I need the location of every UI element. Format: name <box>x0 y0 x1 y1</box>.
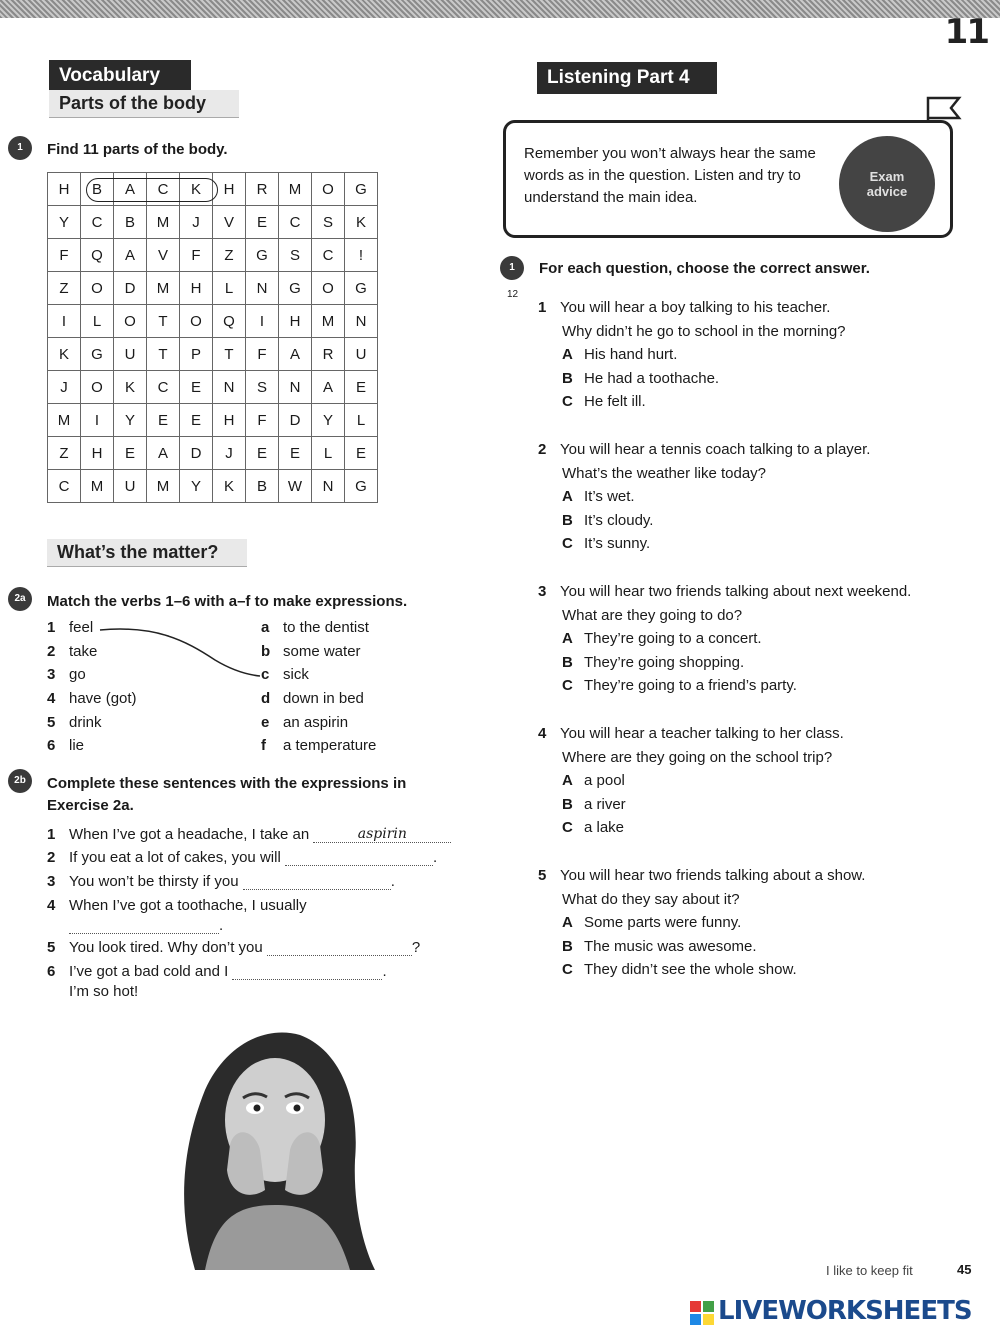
sentence-2 <box>47 849 437 866</box>
grid-cell[interactable]: L <box>213 272 246 305</box>
grid-cell[interactable]: H <box>180 272 213 305</box>
grid-cell[interactable]: E <box>180 371 213 404</box>
grid-cell[interactable]: D <box>114 272 147 305</box>
answer-option[interactable] <box>538 816 844 840</box>
option-letter: C <box>562 393 573 410</box>
sentence-1-number: 1 <box>47 826 56 843</box>
ending-letter: d <box>261 690 271 708</box>
grid-cell[interactable]: I <box>246 305 279 338</box>
page-number: 45 <box>957 1262 972 1277</box>
sentence-3-text: You won’t be thirsty if you <box>69 873 239 890</box>
ending-text: to the dentist <box>283 619 369 636</box>
answer-option[interactable] <box>538 343 846 367</box>
ending-letter: c <box>261 666 270 684</box>
grid-cell[interactable]: C <box>312 239 345 272</box>
grid-cell[interactable]: Q <box>213 305 246 338</box>
ending-letter: a <box>261 619 270 636</box>
grid-row <box>48 470 378 503</box>
ending-text: some water <box>283 642 361 660</box>
sentence-6-line2: I’m so hot! <box>69 983 139 1000</box>
grid-cell[interactable]: T <box>213 338 246 371</box>
grid-cell[interactable]: O <box>312 272 345 305</box>
option-text: The music was awesome. <box>584 937 757 955</box>
sentence-3-answer[interactable] <box>243 889 391 890</box>
grid-cell[interactable]: K <box>180 173 213 206</box>
grid-row <box>48 206 378 239</box>
option-letter: A <box>562 772 573 789</box>
grid-cell[interactable]: Z <box>213 239 246 272</box>
grid-cell[interactable]: M <box>147 206 180 239</box>
ending-item[interactable] <box>261 619 376 643</box>
grid-cell[interactable]: Q <box>81 239 114 272</box>
sentence-3-end: . <box>390 873 395 890</box>
option-letter: B <box>562 369 573 387</box>
exercise-2b-instruction-line1: Complete these sentences with the expressions in <box>47 775 407 792</box>
option-letter: C <box>562 961 573 978</box>
grid-cell[interactable]: O <box>312 173 345 206</box>
grid-cell[interactable]: U <box>345 338 378 371</box>
exercise-1-instruction: Find 11 parts of the body. <box>47 141 228 158</box>
sentence-6-number: 6 <box>47 963 56 980</box>
grid-cell[interactable]: M <box>147 272 180 305</box>
grid-cell[interactable]: T <box>147 305 180 338</box>
sentence-3 <box>47 873 395 890</box>
option-text: It’s wet. <box>584 488 635 505</box>
sentence-2-end: . <box>432 849 438 866</box>
grid-cell[interactable]: N <box>279 371 312 404</box>
grid-cell[interactable]: V <box>213 206 246 239</box>
sentence-5-end: ? <box>411 939 421 956</box>
option-letter: A <box>562 630 573 647</box>
grid-cell[interactable]: H <box>213 173 246 206</box>
grid-cell[interactable]: O <box>81 272 114 305</box>
sentence-1-answer-text: aspirin <box>357 826 407 842</box>
option-text: They’re going to a friend’s party. <box>584 677 797 694</box>
answer-option[interactable] <box>538 367 846 391</box>
grid-cell[interactable]: S <box>246 371 279 404</box>
verb-number: 6 <box>47 737 56 755</box>
sentence-5 <box>47 939 420 956</box>
ending-text: an aspirin <box>283 713 349 731</box>
sentence-4-number: 4 <box>47 897 56 914</box>
grid-row <box>48 272 378 305</box>
option-letter: A <box>562 914 573 931</box>
grid-cell[interactable]: U <box>114 470 147 503</box>
word-circle-back <box>86 178 218 202</box>
verb-text: take <box>69 642 98 660</box>
grid-cell[interactable]: A <box>312 371 345 404</box>
answer-option[interactable] <box>538 674 911 698</box>
whats-the-matter-banner: What’s the matter? <box>47 539 247 567</box>
question-text: What do they say about it? <box>562 890 740 908</box>
verb-number: 2 <box>47 642 56 660</box>
word-search-grid <box>47 172 378 503</box>
grid-cell[interactable]: F <box>246 404 279 437</box>
sentence-5-text: You look tired. Why don’t you <box>69 939 263 956</box>
grid-cell[interactable]: O <box>180 305 213 338</box>
option-letter: C <box>562 819 573 836</box>
grid-cell[interactable]: Y <box>312 404 345 437</box>
sentence-2-number: 2 <box>47 849 56 866</box>
grid-cell[interactable]: C <box>147 173 180 206</box>
grid-cell[interactable]: K <box>345 206 378 239</box>
grid-cell[interactable]: H <box>81 437 114 470</box>
verb-number: 5 <box>47 713 56 731</box>
grid-cell[interactable]: A <box>114 173 147 206</box>
grid-row <box>48 437 378 470</box>
ending-text: sick <box>283 666 309 684</box>
option-letter: B <box>562 511 573 529</box>
ending-item[interactable] <box>261 666 376 690</box>
grid-cell[interactable]: E <box>345 437 378 470</box>
grid-cell[interactable]: U <box>114 338 147 371</box>
option-text: He had a toothache. <box>584 369 720 387</box>
grid-cell[interactable]: C <box>147 371 180 404</box>
grid-cell[interactable]: M <box>312 305 345 338</box>
option-text: It’s cloudy. <box>584 511 654 529</box>
grid-row <box>48 305 378 338</box>
grid-cell[interactable]: N <box>312 470 345 503</box>
grid-cell[interactable]: F <box>180 239 213 272</box>
grid-row <box>48 371 378 404</box>
grid-cell[interactable]: K <box>213 470 246 503</box>
answer-option[interactable] <box>538 651 911 675</box>
exam-advice-box <box>503 120 953 238</box>
option-text: a river <box>584 795 626 813</box>
woman-photo <box>135 1020 385 1270</box>
ending-letter: e <box>261 713 270 731</box>
listening-banner: Listening Part 4 <box>537 62 717 94</box>
unit-number: 11 <box>944 12 988 52</box>
grid-cell[interactable]: E <box>345 371 378 404</box>
grid-cell[interactable]: M <box>279 173 312 206</box>
ending-letter: f <box>261 737 266 755</box>
option-text: a lake <box>584 819 625 836</box>
ending-letter: b <box>261 642 271 660</box>
ending-text: a temperature <box>283 737 377 755</box>
grid-cell[interactable]: G <box>81 338 114 371</box>
question-intro: You will hear two friends talking about a show. <box>560 867 866 884</box>
sentence-6-text: I’ve got a bad cold and I <box>69 963 229 980</box>
grid-cell[interactable]: D <box>279 404 312 437</box>
answer-option[interactable] <box>538 627 911 651</box>
grid-cell[interactable]: H <box>213 404 246 437</box>
sentence-4-end: . <box>219 917 224 934</box>
question-4 <box>538 722 844 840</box>
exercise-2b-instruction-line2: Exercise 2a. <box>47 797 134 814</box>
grid-cell[interactable]: F <box>246 338 279 371</box>
grid-cell[interactable]: M <box>81 470 114 503</box>
sentence-5-answer[interactable] <box>267 955 412 956</box>
grid-cell[interactable]: B <box>114 206 147 239</box>
grid-cell[interactable]: G <box>345 272 378 305</box>
verb-text: drink <box>69 713 102 731</box>
question-2 <box>538 438 870 556</box>
option-letter: B <box>562 937 573 955</box>
grid-cell[interactable]: M <box>48 404 81 437</box>
grid-cell[interactable]: A <box>114 239 147 272</box>
answer-option[interactable] <box>538 935 865 959</box>
exercise-1-badge: 1 <box>8 136 32 160</box>
question-text: Where are they going on the school trip? <box>562 748 833 766</box>
sentence-1 <box>47 825 451 843</box>
grid-cell[interactable]: E <box>279 437 312 470</box>
grid-cell[interactable]: S <box>279 239 312 272</box>
grid-cell[interactable]: G <box>345 173 378 206</box>
verb-text: lie <box>69 737 85 755</box>
sentence-6-end: . <box>382 963 387 980</box>
option-letter: A <box>562 488 573 505</box>
verb-number: 4 <box>47 690 56 708</box>
grid-cell[interactable]: H <box>48 173 81 206</box>
grid-cell[interactable]: C <box>279 206 312 239</box>
grid-cell[interactable]: L <box>312 437 345 470</box>
answer-option[interactable] <box>538 485 870 509</box>
grid-cell[interactable]: J <box>213 437 246 470</box>
question-intro: You will hear a tennis coach talking to a player. <box>560 441 871 458</box>
top-border <box>0 0 1000 18</box>
grid-cell[interactable]: B <box>246 470 279 503</box>
track-number: 12 <box>507 289 519 300</box>
listening-instruction: For each question, choose the correct answer. <box>539 260 870 277</box>
grid-cell[interactable]: D <box>180 437 213 470</box>
grid-cell[interactable]: L <box>81 305 114 338</box>
endings-list <box>261 619 376 761</box>
question-intro: You will hear two friends talking about next weekend. <box>560 583 912 600</box>
question-text: What are they going to do? <box>562 606 743 624</box>
ending-item[interactable] <box>261 690 376 714</box>
answer-option[interactable] <box>538 793 844 817</box>
grid-cell[interactable]: J <box>180 206 213 239</box>
sentence-3-number: 3 <box>47 873 56 890</box>
grid-cell[interactable]: ! <box>345 239 378 272</box>
sentence-4-answer[interactable] <box>69 933 219 934</box>
sentence-5-number: 5 <box>47 939 56 956</box>
grid-cell[interactable]: E <box>114 437 147 470</box>
exam-advice-badge <box>839 136 935 232</box>
question-text: Why didn’t he go to school in the morning? <box>562 322 846 340</box>
grid-cell[interactable]: E <box>246 206 279 239</box>
verb-item[interactable] <box>47 714 137 738</box>
verb-item[interactable] <box>47 737 137 761</box>
ending-item[interactable] <box>261 737 376 761</box>
grid-cell[interactable]: A <box>279 338 312 371</box>
liveworksheets-logo-icon <box>690 1301 714 1325</box>
option-letter: B <box>562 795 573 813</box>
grid-cell[interactable]: G <box>246 239 279 272</box>
liveworksheets-brand: LIVEWORKSHEETS <box>718 1296 972 1326</box>
grid-cell[interactable]: N <box>345 305 378 338</box>
verb-item[interactable] <box>47 690 137 714</box>
grid-cell[interactable]: W <box>279 470 312 503</box>
question-5 <box>538 864 865 982</box>
grid-cell[interactable]: Z <box>48 272 81 305</box>
option-text: He felt ill. <box>584 393 646 410</box>
option-text: They didn’t see the whole show. <box>584 961 797 978</box>
vocabulary-banner: Vocabulary <box>49 60 191 92</box>
option-letter: C <box>562 535 573 552</box>
sentence-4 <box>47 897 307 914</box>
option-text: They’re going shopping. <box>584 653 745 671</box>
ending-item[interactable] <box>261 643 376 667</box>
option-text: They’re going to a concert. <box>584 630 762 647</box>
grid-cell[interactable]: N <box>246 272 279 305</box>
grid-cell[interactable]: T <box>147 338 180 371</box>
option-letter: B <box>562 653 573 671</box>
question-number: 5 <box>538 867 547 884</box>
grid-cell[interactable]: L <box>345 404 378 437</box>
grid-cell[interactable]: E <box>180 404 213 437</box>
option-text: Some parts were funny. <box>584 914 742 931</box>
grid-cell[interactable]: B <box>81 173 114 206</box>
grid-cell[interactable]: O <box>81 371 114 404</box>
grid-cell[interactable]: S <box>312 206 345 239</box>
option-text: His hand hurt. <box>584 346 678 363</box>
sentence-4-text: When I’ve got a toothache, I usually <box>69 897 307 914</box>
grid-cell[interactable]: I <box>81 404 114 437</box>
grid-cell[interactable]: A <box>147 437 180 470</box>
grid-cell[interactable]: H <box>279 305 312 338</box>
question-number: 3 <box>538 583 547 600</box>
verb-number: 3 <box>47 666 56 684</box>
grid-cell[interactable]: J <box>48 371 81 404</box>
match-line <box>95 620 265 680</box>
answer-option[interactable] <box>538 958 865 982</box>
grid-cell[interactable]: E <box>147 404 180 437</box>
exercise-2a-instruction: Match the verbs 1–6 with a–f to make expressions. <box>47 593 408 610</box>
question-intro: You will hear a teacher talking to her class. <box>560 725 844 742</box>
grid-cell[interactable]: G <box>279 272 312 305</box>
grid-cell[interactable]: V <box>147 239 180 272</box>
grid-cell[interactable]: N <box>213 371 246 404</box>
grid-row <box>48 239 378 272</box>
question-3 <box>538 580 911 698</box>
footer-title: I like to keep fit <box>826 1263 913 1278</box>
verb-text: feel <box>69 619 94 636</box>
question-text: What’s the weather like today? <box>562 464 767 482</box>
sentence-6-answer[interactable] <box>232 979 382 980</box>
grid-cell[interactable]: K <box>48 338 81 371</box>
question-number: 1 <box>538 299 547 316</box>
answer-option[interactable] <box>538 911 865 935</box>
grid-cell[interactable]: E <box>246 437 279 470</box>
grid-cell[interactable]: I <box>48 305 81 338</box>
sentence-2-answer[interactable] <box>285 865 433 866</box>
flag-icon <box>925 95 965 125</box>
question-intro: You will hear a boy talking to his teacher. <box>560 299 831 316</box>
grid-cell[interactable]: G <box>345 470 378 503</box>
exam-advice-label2: advice <box>866 184 908 199</box>
verb-number: 1 <box>47 619 56 636</box>
grid-cell[interactable]: R <box>312 338 345 371</box>
option-text: It’s sunny. <box>584 535 651 552</box>
answer-option[interactable] <box>538 769 844 793</box>
ending-item[interactable] <box>261 714 376 738</box>
grid-cell[interactable]: C <box>81 206 114 239</box>
answer-option[interactable] <box>538 390 846 414</box>
verb-text: have (got) <box>69 690 137 708</box>
grid-cell[interactable]: M <box>147 470 180 503</box>
grid-cell[interactable]: K <box>114 371 147 404</box>
verb-text: go <box>69 666 86 684</box>
grid-cell[interactable]: Y <box>48 206 81 239</box>
grid-row <box>48 404 378 437</box>
question-number: 4 <box>538 725 547 742</box>
grid-cell[interactable]: Y <box>180 470 213 503</box>
grid-row <box>48 338 378 371</box>
answer-option[interactable] <box>538 532 870 556</box>
sentence-1-answer[interactable] <box>313 825 451 843</box>
exercise-2b-badge: 2b <box>8 769 32 793</box>
exam-advice-text: Remember you won’t always hear the same words as in the question. Listen and try to understand the main idea. <box>524 145 816 206</box>
exam-advice-label1: Exam <box>869 169 905 184</box>
listening-exercise-badge: 1 <box>500 256 524 280</box>
sentence-4-line2 <box>69 917 223 934</box>
grid-cell[interactable]: O <box>114 305 147 338</box>
sentence-6 <box>47 963 387 980</box>
question-1 <box>538 296 846 414</box>
sentence-1-text: When I’ve got a headache, I take an <box>69 826 310 843</box>
grid-cell[interactable]: Z <box>48 437 81 470</box>
exercise-2a-badge: 2a <box>8 587 32 611</box>
sentence-2-text: If you eat a lot of cakes, you will <box>69 849 281 866</box>
question-number: 2 <box>538 441 547 458</box>
parts-of-body-banner: Parts of the body <box>49 90 239 118</box>
grid-cell[interactable]: C <box>48 470 81 503</box>
option-letter: C <box>562 677 573 694</box>
grid-cell[interactable]: P <box>180 338 213 371</box>
option-text: a pool <box>584 772 625 789</box>
grid-cell[interactable]: R <box>246 173 279 206</box>
ending-text: down in bed <box>283 690 364 708</box>
answer-option[interactable] <box>538 509 870 533</box>
option-letter: A <box>562 346 573 363</box>
grid-cell[interactable]: F <box>48 239 81 272</box>
grid-cell[interactable]: Y <box>114 404 147 437</box>
